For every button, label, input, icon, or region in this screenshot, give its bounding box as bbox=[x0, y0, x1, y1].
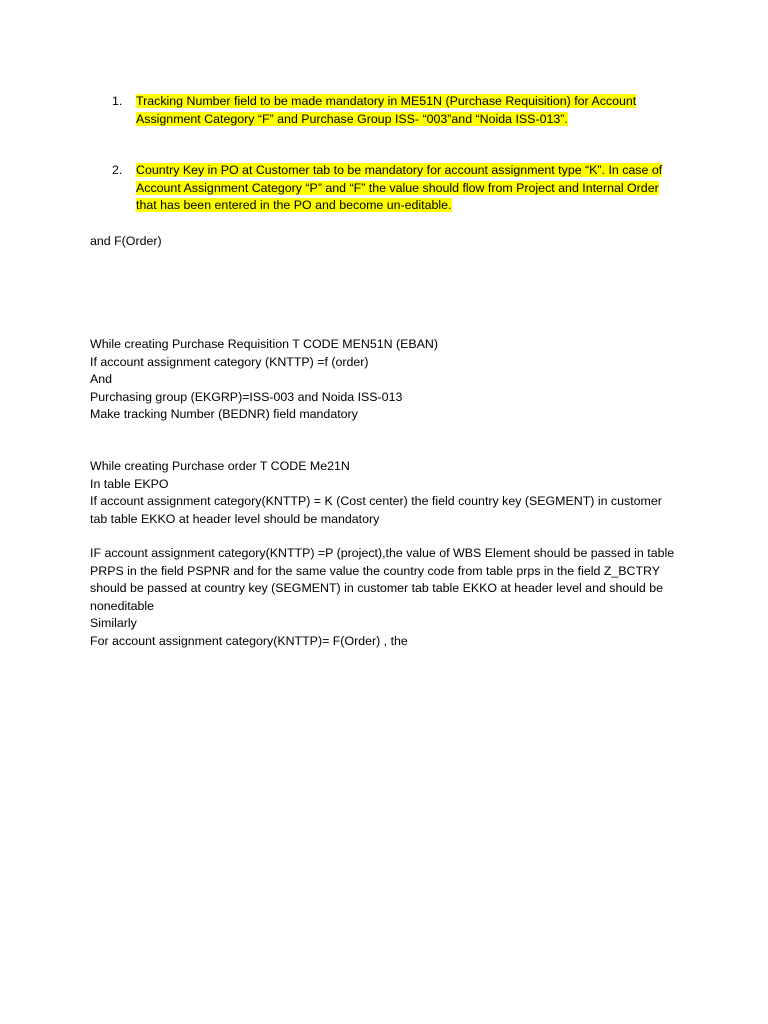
text-line: For account assignment category(KNTTP)= F(Order) , the bbox=[90, 633, 408, 648]
text-line: noneditable bbox=[90, 598, 155, 613]
section-purchase-requisition bbox=[90, 336, 690, 424]
text-line: should be passed at country key (SEGMENT) in customer tab table EKKO at header level and should be bbox=[90, 581, 664, 595]
section-project bbox=[90, 545, 690, 650]
section-purchase-order bbox=[90, 458, 690, 528]
text-line: Purchasing group (EKGRP)=ISS-003 and Noida ISS-013 bbox=[90, 389, 403, 404]
item-number: 2. bbox=[112, 163, 123, 177]
highlighted-text-line: Account Assignment Category “P” and “F” the value should flow from Project and Internal Order bbox=[136, 180, 659, 195]
text-line: In table EKPO bbox=[90, 476, 169, 491]
text-line: Make tracking Number (BEDNR) field mandatory bbox=[90, 407, 358, 421]
highlighted-text-line: Tracking Number field to be made mandatory in ME51N (Purchase Requisition) for Account bbox=[136, 94, 637, 108]
text-line: While creating Purchase order T CODE Me21N bbox=[90, 459, 350, 473]
text-line: and F(Order) bbox=[90, 234, 162, 248]
item-number: 1. bbox=[112, 94, 123, 108]
text-line: PRPS in the field PSPNR and for the same value the country code from table prps in the field Z_BCTRY bbox=[90, 563, 661, 578]
text-line: Similarly bbox=[90, 616, 137, 630]
highlighted-text-line: Country Key in PO at Customer tab to be mandatory for account assignment type “K”. In case of bbox=[136, 163, 663, 177]
text-line: If account assignment category (KNTTP) =f (order) bbox=[90, 354, 369, 369]
item-text bbox=[136, 162, 692, 215]
text-line: While creating Purchase Requisition T CODE MEN51N (EBAN) bbox=[90, 337, 438, 351]
text-line: IF account assignment category(KNTTP) =P (project),the value of WBS Element should be passed in table bbox=[90, 546, 675, 560]
text-line: And bbox=[90, 372, 113, 386]
text-line: tab table EKKO at header level should be mandatory bbox=[90, 511, 380, 526]
highlighted-text-line: Assignment Category “F” and Purchase Group ISS- “003”and “Noida ISS-013”. bbox=[136, 111, 568, 126]
note-line bbox=[90, 233, 690, 251]
text-line: If account assignment category(KNTTP) = K (Cost center) the field country key (SEGMENT) in customer bbox=[90, 494, 662, 508]
highlighted-text-line: that has been entered in the PO and become un-editable. bbox=[136, 198, 452, 212]
item-text bbox=[136, 93, 692, 128]
